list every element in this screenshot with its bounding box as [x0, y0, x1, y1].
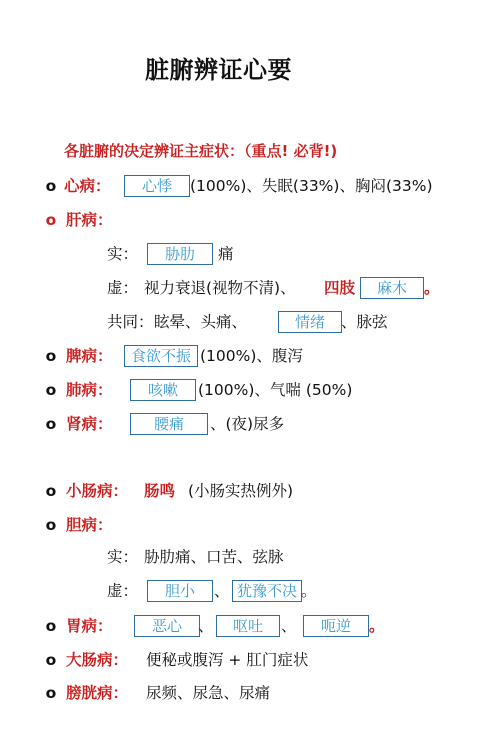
bullet: o	[45, 347, 57, 365]
gallbladder-shi-label: 实：	[107, 548, 139, 566]
bullet: o	[45, 651, 57, 669]
spleen-row	[0, 343, 495, 369]
bullet: o	[45, 684, 57, 702]
small-intestine-red-text: 肠鸣	[144, 482, 176, 500]
heart-row	[0, 173, 495, 199]
kidney-row	[0, 411, 495, 437]
liver-row	[0, 207, 495, 233]
liver-shi-fill-box: 胁肋	[147, 243, 213, 265]
kidney-fill-box: 腰痛	[130, 413, 208, 435]
kidney-text: 、(夜)尿多	[210, 415, 285, 433]
liver-xu-red-text: 四肢	[324, 279, 356, 297]
liver-xu-fill-box: 麻木	[360, 277, 424, 299]
liver-common-fill-box: 情绪	[278, 311, 342, 333]
bullet: o	[45, 516, 57, 534]
liver-shi-text: 痛	[218, 245, 234, 263]
gallbladder-xu-fill-box-2: 犹豫不决	[232, 580, 302, 602]
bladder-text: 尿频、尿急、尿痛	[146, 684, 271, 702]
gallbladder-xu-label: 虚：	[107, 582, 139, 600]
spleen-text: (100%)、腹泻	[200, 347, 303, 365]
bullet: o	[45, 482, 57, 500]
spleen-label: 脾病：	[66, 347, 113, 365]
stomach-end: 。	[369, 617, 385, 635]
stomach-row	[0, 613, 495, 639]
gallbladder-xu-fill-box-1: 胆小	[147, 580, 213, 602]
bullet: o	[45, 211, 57, 229]
page-title: 脏腑辨证心要	[145, 56, 292, 84]
kidney-label: 肾病：	[66, 415, 113, 433]
liver-xu-text: 视力衰退(视物不清)、	[144, 279, 296, 297]
liver-label: 肝病：	[66, 211, 113, 229]
small-intestine-label: 小肠病：	[66, 482, 129, 500]
large-intestine-row	[0, 647, 495, 673]
large-intestine-label: 大肠病：	[66, 651, 129, 669]
gallbladder-xu-sep: 、	[214, 582, 230, 600]
small-intestine-row	[0, 478, 495, 504]
heart-text: (100%)、失眠(33%)、胸闷(33%)	[190, 177, 433, 195]
liver-shi-label: 实：	[107, 245, 139, 263]
lung-fill-box: 咳嗽	[130, 379, 196, 401]
stomach-fill-box-1: 恶心	[134, 615, 200, 637]
gallbladder-row	[0, 512, 495, 538]
bullet: o	[45, 415, 57, 433]
liver-shi-row	[0, 241, 495, 267]
small-intestine-text: (小肠实热例外)	[188, 482, 294, 500]
large-intestine-text: 便秘或腹泻 + 肛门症状	[146, 651, 309, 669]
heart-label: 心病：	[64, 177, 111, 195]
spleen-fill-box: 食欲不振	[124, 345, 198, 367]
liver-common-row	[0, 309, 495, 335]
stomach-label: 胃病：	[66, 617, 113, 635]
liver-xu-end: 。	[424, 279, 440, 297]
stomach-sep-1: 、	[198, 617, 214, 635]
stomach-fill-box-3: 呃逆	[303, 615, 369, 637]
liver-common-label: 共同：	[107, 313, 154, 331]
bladder-label: 膀胱病：	[66, 684, 129, 702]
gallbladder-label: 胆病：	[66, 516, 113, 534]
liver-common-rest: 、脉弦	[341, 313, 388, 331]
gallbladder-shi-text: 胁肋痛、口苦、弦脉	[144, 548, 284, 566]
stomach-fill-box-2: 呕吐	[216, 615, 280, 637]
liver-xu-row	[0, 275, 495, 301]
heart-fill-box: 心悸	[124, 175, 190, 197]
liver-common-text: 眩晕、头痛、	[154, 313, 248, 331]
section-subtitle: 各脏腑的决定辨证主症状：（重点! 必背!)	[64, 142, 338, 160]
lung-label: 肺病：	[66, 381, 113, 399]
lung-text: (100%)、气喘 (50%)	[198, 381, 353, 399]
lung-row	[0, 377, 495, 403]
gallbladder-xu-end: 。	[301, 582, 317, 600]
bullet: o	[45, 177, 57, 195]
bullet: o	[45, 617, 57, 635]
gallbladder-shi-row	[0, 544, 495, 570]
stomach-sep-2: 、	[281, 617, 297, 635]
bullet: o	[45, 381, 57, 399]
liver-xu-label: 虚：	[107, 279, 139, 297]
bladder-row	[0, 680, 495, 706]
gallbladder-xu-row	[0, 578, 495, 604]
